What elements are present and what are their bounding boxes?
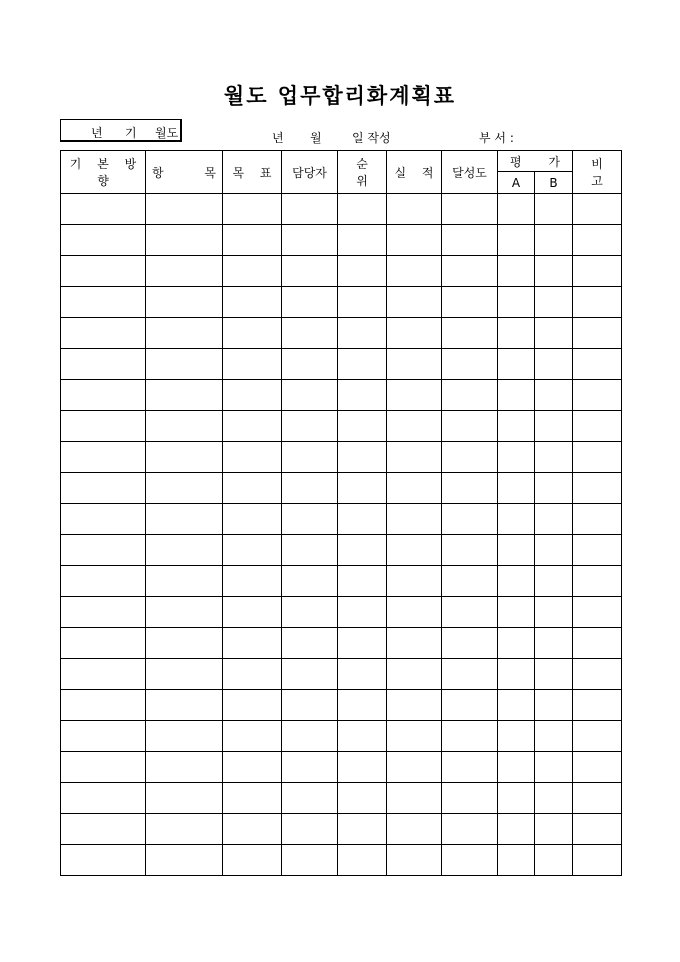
cell-goal[interactable]	[223, 194, 282, 225]
cell-achievement[interactable]	[442, 349, 498, 380]
header-manager: 담당자	[282, 151, 338, 194]
cell-eval-b[interactable]	[535, 225, 573, 256]
cell-rank[interactable]	[338, 194, 387, 225]
cell-result[interactable]	[387, 845, 442, 876]
cell-basic-direction[interactable]	[61, 814, 146, 845]
cell-rank[interactable]	[338, 752, 387, 783]
period-month-unit: 월도	[155, 126, 179, 140]
cell-item[interactable]	[146, 194, 223, 225]
cell-remarks[interactable]	[573, 535, 622, 566]
header-basic-direction: 기 본 방 향	[61, 151, 146, 194]
cell-manager[interactable]	[282, 535, 338, 566]
cell-eval-b[interactable]	[535, 473, 573, 504]
table-row	[61, 845, 622, 876]
cell-manager[interactable]	[282, 380, 338, 411]
cell-eval-a[interactable]	[498, 287, 535, 318]
cell-result[interactable]	[387, 566, 442, 597]
cell-basic-direction[interactable]	[61, 566, 146, 597]
cell-item[interactable]	[146, 287, 223, 318]
cell-remarks[interactable]	[573, 752, 622, 783]
cell-basic-direction[interactable]	[61, 783, 146, 814]
cell-remarks[interactable]	[573, 690, 622, 721]
cell-result[interactable]	[387, 380, 442, 411]
cell-achievement[interactable]	[442, 411, 498, 442]
cell-basic-direction[interactable]	[61, 256, 146, 287]
table-row	[61, 349, 622, 380]
cell-item[interactable]	[146, 318, 223, 349]
cell-result[interactable]	[387, 597, 442, 628]
written-month-unit: 월	[310, 131, 322, 145]
cell-manager[interactable]	[282, 845, 338, 876]
cell-basic-direction[interactable]	[61, 535, 146, 566]
cell-achievement[interactable]	[442, 628, 498, 659]
cell-manager[interactable]	[282, 783, 338, 814]
cell-remarks[interactable]	[573, 411, 622, 442]
cell-remarks[interactable]	[573, 783, 622, 814]
cell-achievement[interactable]	[442, 752, 498, 783]
cell-result[interactable]	[387, 628, 442, 659]
cell-basic-direction[interactable]	[61, 628, 146, 659]
cell-goal[interactable]	[223, 814, 282, 845]
cell-rank[interactable]	[338, 504, 387, 535]
page-title: 월도 업무합리화계획표	[223, 83, 457, 108]
cell-rank[interactable]	[338, 225, 387, 256]
cell-manager[interactable]	[282, 597, 338, 628]
cell-goal[interactable]	[223, 535, 282, 566]
cell-remarks[interactable]	[573, 287, 622, 318]
cell-rank[interactable]	[338, 535, 387, 566]
cell-goal[interactable]	[223, 628, 282, 659]
table-row	[61, 690, 622, 721]
cell-remarks[interactable]	[573, 194, 622, 225]
period-year-unit: 년	[91, 126, 103, 140]
cell-goal[interactable]	[223, 442, 282, 473]
cell-eval-b[interactable]	[535, 349, 573, 380]
cell-remarks[interactable]	[573, 721, 622, 752]
cell-result[interactable]	[387, 814, 442, 845]
cell-item[interactable]	[146, 535, 223, 566]
header-rank: 순 위	[338, 151, 387, 194]
table-row	[61, 194, 622, 225]
cell-achievement[interactable]	[442, 690, 498, 721]
table-row	[61, 411, 622, 442]
cell-basic-direction[interactable]	[61, 442, 146, 473]
cell-goal[interactable]	[223, 721, 282, 752]
cell-remarks[interactable]	[573, 659, 622, 690]
table-row	[61, 225, 622, 256]
cell-eval-b[interactable]	[535, 721, 573, 752]
cell-eval-a[interactable]	[498, 659, 535, 690]
cell-result[interactable]	[387, 535, 442, 566]
cell-goal[interactable]	[223, 473, 282, 504]
header-evaluation-right: 가	[548, 154, 560, 169]
cell-achievement[interactable]	[442, 659, 498, 690]
cell-remarks[interactable]	[573, 814, 622, 845]
cell-eval-a[interactable]	[498, 225, 535, 256]
table-row	[61, 318, 622, 349]
cell-item[interactable]	[146, 752, 223, 783]
cell-remarks[interactable]	[573, 628, 622, 659]
cell-remarks[interactable]	[573, 380, 622, 411]
cell-remarks[interactable]	[573, 845, 622, 876]
cell-eval-a[interactable]	[498, 566, 535, 597]
cell-eval-b[interactable]	[535, 752, 573, 783]
cell-basic-direction[interactable]	[61, 380, 146, 411]
cell-manager[interactable]	[282, 814, 338, 845]
cell-basic-direction[interactable]	[61, 225, 146, 256]
cell-goal[interactable]	[223, 566, 282, 597]
table-row	[61, 380, 622, 411]
cell-item[interactable]	[146, 504, 223, 535]
cell-rank[interactable]	[338, 287, 387, 318]
cell-item[interactable]	[146, 783, 223, 814]
cell-eval-b[interactable]	[535, 845, 573, 876]
header-evaluation-left: 평	[510, 154, 522, 169]
cell-eval-a[interactable]	[498, 380, 535, 411]
cell-eval-a[interactable]	[498, 318, 535, 349]
cell-manager[interactable]	[282, 442, 338, 473]
cell-basic-direction[interactable]	[61, 349, 146, 380]
cell-manager[interactable]	[282, 318, 338, 349]
cell-remarks[interactable]	[573, 566, 622, 597]
cell-rank[interactable]	[338, 721, 387, 752]
cell-goal[interactable]	[223, 783, 282, 814]
period-term-unit: 기	[125, 126, 137, 140]
cell-result[interactable]	[387, 411, 442, 442]
cell-goal[interactable]	[223, 225, 282, 256]
cell-eval-b[interactable]	[535, 597, 573, 628]
cell-eval-b[interactable]	[535, 814, 573, 845]
cell-achievement[interactable]	[442, 287, 498, 318]
cell-achievement[interactable]	[442, 845, 498, 876]
cell-achievement[interactable]	[442, 504, 498, 535]
cell-item[interactable]	[146, 628, 223, 659]
cell-result[interactable]	[387, 349, 442, 380]
cell-eval-b[interactable]	[535, 566, 573, 597]
cell-eval-b[interactable]	[535, 318, 573, 349]
cell-achievement[interactable]	[442, 597, 498, 628]
cell-eval-b[interactable]	[535, 628, 573, 659]
cell-eval-a[interactable]	[498, 535, 535, 566]
table-row	[61, 504, 622, 535]
cell-basic-direction[interactable]	[61, 597, 146, 628]
cell-eval-b[interactable]	[535, 783, 573, 814]
cell-rank[interactable]	[338, 318, 387, 349]
cell-rank[interactable]	[338, 845, 387, 876]
table-row	[61, 783, 622, 814]
cell-basic-direction[interactable]	[61, 690, 146, 721]
written-year-unit: 년	[272, 131, 284, 145]
cell-rank[interactable]	[338, 349, 387, 380]
cell-item[interactable]	[146, 442, 223, 473]
table-row	[61, 535, 622, 566]
cell-achievement[interactable]	[442, 721, 498, 752]
table-row	[61, 752, 622, 783]
cell-manager[interactable]	[282, 411, 338, 442]
cell-remarks[interactable]	[573, 473, 622, 504]
cell-goal[interactable]	[223, 411, 282, 442]
cell-result[interactable]	[387, 225, 442, 256]
header-eval-a: A	[498, 172, 535, 194]
cell-eval-b[interactable]	[535, 287, 573, 318]
cell-result[interactable]	[387, 442, 442, 473]
header-achievement: 달성도	[442, 151, 498, 194]
header-item-left: 항	[152, 165, 164, 180]
cell-rank[interactable]	[338, 783, 387, 814]
cell-item[interactable]	[146, 225, 223, 256]
cell-rank[interactable]	[338, 442, 387, 473]
cell-remarks[interactable]	[573, 442, 622, 473]
cell-item[interactable]	[146, 380, 223, 411]
cell-manager[interactable]	[282, 566, 338, 597]
cell-manager[interactable]	[282, 225, 338, 256]
cell-item[interactable]	[146, 597, 223, 628]
cell-result[interactable]	[387, 690, 442, 721]
cell-eval-a[interactable]	[498, 752, 535, 783]
header-goal: 목 표	[223, 151, 282, 194]
cell-item[interactable]	[146, 814, 223, 845]
table-row	[61, 659, 622, 690]
cell-manager[interactable]	[282, 690, 338, 721]
cell-item[interactable]	[146, 566, 223, 597]
cell-item[interactable]	[146, 411, 223, 442]
cell-eval-b[interactable]	[535, 535, 573, 566]
cell-eval-b[interactable]	[535, 504, 573, 535]
cell-goal[interactable]	[223, 380, 282, 411]
cell-result[interactable]	[387, 256, 442, 287]
cell-basic-direction[interactable]	[61, 411, 146, 442]
cell-goal[interactable]	[223, 504, 282, 535]
table-row	[61, 814, 622, 845]
cell-basic-direction[interactable]	[61, 318, 146, 349]
cell-remarks[interactable]	[573, 318, 622, 349]
cell-eval-b[interactable]	[535, 380, 573, 411]
cell-eval-a[interactable]	[498, 814, 535, 845]
table-row	[61, 442, 622, 473]
cell-item[interactable]	[146, 473, 223, 504]
cell-goal[interactable]	[223, 597, 282, 628]
cell-remarks[interactable]	[573, 225, 622, 256]
table-row	[61, 597, 622, 628]
cell-result[interactable]	[387, 659, 442, 690]
cell-achievement[interactable]	[442, 225, 498, 256]
cell-goal[interactable]	[223, 690, 282, 721]
cell-rank[interactable]	[338, 256, 387, 287]
cell-rank[interactable]	[338, 814, 387, 845]
cell-rank[interactable]	[338, 659, 387, 690]
cell-item[interactable]	[146, 690, 223, 721]
cell-item[interactable]	[146, 721, 223, 752]
cell-manager[interactable]	[282, 473, 338, 504]
cell-eval-a[interactable]	[498, 256, 535, 287]
cell-manager[interactable]	[282, 194, 338, 225]
cell-achievement[interactable]	[442, 814, 498, 845]
cell-eval-a[interactable]	[498, 442, 535, 473]
cell-achievement[interactable]	[442, 535, 498, 566]
cell-eval-a[interactable]	[498, 411, 535, 442]
table-row	[61, 628, 622, 659]
table-row	[61, 287, 622, 318]
cell-remarks[interactable]	[573, 349, 622, 380]
cell-achievement[interactable]	[442, 442, 498, 473]
cell-item[interactable]	[146, 256, 223, 287]
cell-rank[interactable]	[338, 566, 387, 597]
table-row	[61, 473, 622, 504]
cell-eval-a[interactable]	[498, 690, 535, 721]
cell-basic-direction[interactable]	[61, 473, 146, 504]
cell-eval-a[interactable]	[498, 473, 535, 504]
cell-eval-a[interactable]	[498, 721, 535, 752]
cell-eval-b[interactable]	[535, 256, 573, 287]
cell-remarks[interactable]	[573, 504, 622, 535]
cell-basic-direction[interactable]	[61, 752, 146, 783]
cell-result[interactable]	[387, 318, 442, 349]
header-remarks: 비 고	[573, 151, 622, 194]
header-result: 실 적	[387, 151, 442, 194]
cell-eval-b[interactable]	[535, 194, 573, 225]
cell-manager[interactable]	[282, 628, 338, 659]
cell-rank[interactable]	[338, 411, 387, 442]
cell-manager[interactable]	[282, 752, 338, 783]
cell-rank[interactable]	[338, 628, 387, 659]
table-row	[61, 256, 622, 287]
cell-eval-a[interactable]	[498, 845, 535, 876]
cell-remarks[interactable]	[573, 256, 622, 287]
header-eval-b: B	[535, 172, 573, 194]
cell-goal[interactable]	[223, 349, 282, 380]
cell-rank[interactable]	[338, 690, 387, 721]
header-item-right: 목	[204, 165, 216, 180]
cell-eval-b[interactable]	[535, 659, 573, 690]
cell-item[interactable]	[146, 845, 223, 876]
cell-goal[interactable]	[223, 659, 282, 690]
plan-table	[60, 150, 622, 876]
cell-manager[interactable]	[282, 287, 338, 318]
cell-goal[interactable]	[223, 752, 282, 783]
cell-achievement[interactable]	[442, 256, 498, 287]
cell-achievement[interactable]	[442, 783, 498, 814]
cell-goal[interactable]	[223, 318, 282, 349]
cell-remarks[interactable]	[573, 597, 622, 628]
header-evaluation	[498, 151, 573, 172]
cell-result[interactable]	[387, 504, 442, 535]
cell-basic-direction[interactable]	[61, 659, 146, 690]
cell-eval-a[interactable]	[498, 628, 535, 659]
cell-basic-direction[interactable]	[61, 194, 146, 225]
cell-result[interactable]	[387, 473, 442, 504]
cell-goal[interactable]	[223, 845, 282, 876]
cell-basic-direction[interactable]	[61, 845, 146, 876]
cell-achievement[interactable]	[442, 566, 498, 597]
table-row	[61, 566, 622, 597]
cell-rank[interactable]	[338, 473, 387, 504]
cell-achievement[interactable]	[442, 194, 498, 225]
department-label: 부 서 :	[479, 131, 514, 145]
cell-basic-direction[interactable]	[61, 287, 146, 318]
cell-eval-b[interactable]	[535, 411, 573, 442]
cell-manager[interactable]	[282, 504, 338, 535]
cell-item[interactable]	[146, 659, 223, 690]
cell-manager[interactable]	[282, 349, 338, 380]
cell-achievement[interactable]	[442, 380, 498, 411]
cell-result[interactable]	[387, 194, 442, 225]
cell-result[interactable]	[387, 783, 442, 814]
cell-goal[interactable]	[223, 287, 282, 318]
cell-manager[interactable]	[282, 721, 338, 752]
cell-achievement[interactable]	[442, 318, 498, 349]
cell-item[interactable]	[146, 349, 223, 380]
header-item	[146, 151, 223, 194]
cell-eval-b[interactable]	[535, 690, 573, 721]
cell-manager[interactable]	[282, 659, 338, 690]
cell-eval-a[interactable]	[498, 783, 535, 814]
cell-eval-a[interactable]	[498, 194, 535, 225]
cell-achievement[interactable]	[442, 473, 498, 504]
cell-result[interactable]	[387, 721, 442, 752]
cell-eval-b[interactable]	[535, 442, 573, 473]
cell-goal[interactable]	[223, 256, 282, 287]
cell-eval-a[interactable]	[498, 597, 535, 628]
cell-eval-a[interactable]	[498, 349, 535, 380]
cell-rank[interactable]	[338, 380, 387, 411]
cell-basic-direction[interactable]	[61, 504, 146, 535]
cell-rank[interactable]	[338, 597, 387, 628]
cell-result[interactable]	[387, 287, 442, 318]
written-day-label: 일 작성	[352, 131, 391, 145]
table-row	[61, 721, 622, 752]
cell-result[interactable]	[387, 752, 442, 783]
cell-eval-a[interactable]	[498, 504, 535, 535]
period-box[interactable]	[60, 119, 182, 142]
cell-manager[interactable]	[282, 256, 338, 287]
cell-basic-direction[interactable]	[61, 721, 146, 752]
